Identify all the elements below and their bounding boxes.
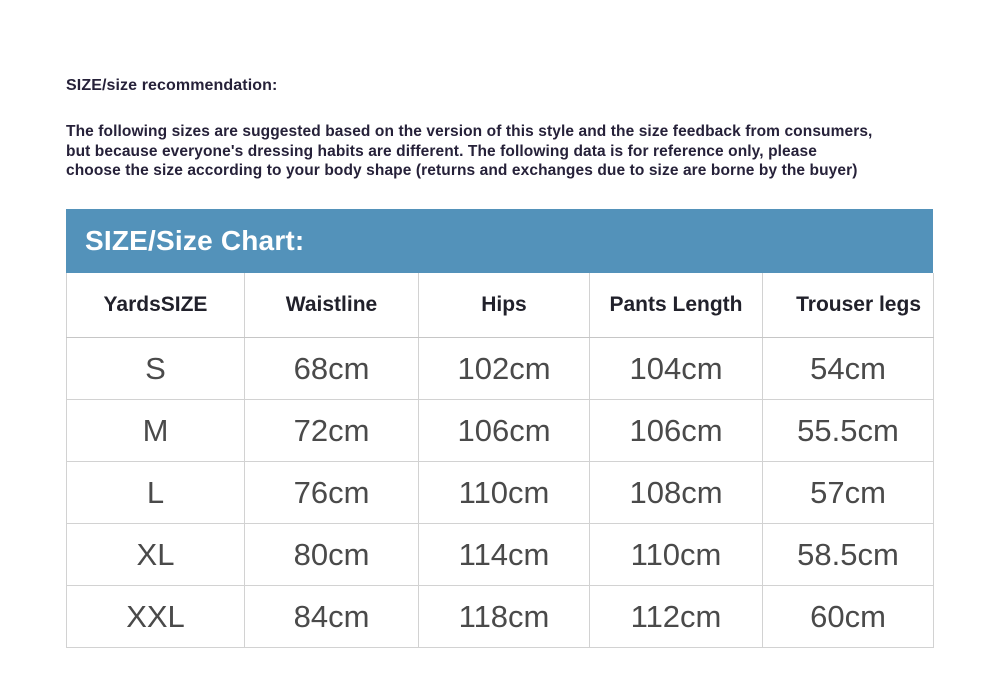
table-row-s [67,338,934,400]
trouser-legs-value: 55.5cm [763,400,934,462]
size-chart-title: SIZE/Size Chart: [85,224,305,256]
table-row-xl [67,524,934,586]
size-label: L [67,462,245,524]
waistline-value: 68cm [245,338,419,400]
hips-value: 110cm [419,462,590,524]
table-row-m [67,400,934,462]
column-header-trouser-legs: Trouser legs [763,273,934,338]
table-row-xxl [67,586,934,648]
trouser-legs-value: 60cm [763,586,934,648]
table-row-l [67,462,934,524]
column-header-pants-length: Pants Length [590,273,763,338]
intro-paragraph [66,122,934,181]
page-content [66,0,934,648]
waistline-value: 72cm [245,400,419,462]
waistline-value: 84cm [245,586,419,648]
size-label: M [67,400,245,462]
hips-value: 114cm [419,524,590,586]
size-chart-table [66,273,934,649]
size-chart-title-bar [66,209,933,273]
waistline-value: 76cm [245,462,419,524]
column-header-size: YardsSIZE [67,273,245,338]
size-label: XL [67,524,245,586]
column-header-hips: Hips [419,273,590,338]
hips-value: 102cm [419,338,590,400]
size-label: XXL [67,586,245,648]
pants-length-value: 112cm [590,586,763,648]
size-table-header-row [67,273,934,338]
size-label: S [67,338,245,400]
column-header-waistline: Waistline [245,273,419,338]
trouser-legs-value: 58.5cm [763,524,934,586]
intro-line-1: The following sizes are suggested based on the version of this style and the size feedback from consumers, [66,123,873,140]
pants-length-value: 108cm [590,462,763,524]
trouser-legs-value: 54cm [763,338,934,400]
pants-length-value: 104cm [590,338,763,400]
pants-length-value: 106cm [590,400,763,462]
trouser-legs-value: 57cm [763,462,934,524]
hips-value: 118cm [419,586,590,648]
page-title: SIZE/size recommendation: [66,77,278,94]
waistline-value: 80cm [245,524,419,586]
intro-line-2: but because everyone's dressing habits are different. The following data is for reference only, please [66,142,817,160]
hips-value: 106cm [419,400,590,462]
intro-line-3: choose the size according to your body shape (returns and exchanges due to size are borne by the buyer) [66,162,858,179]
pants-length-value: 110cm [590,524,763,586]
